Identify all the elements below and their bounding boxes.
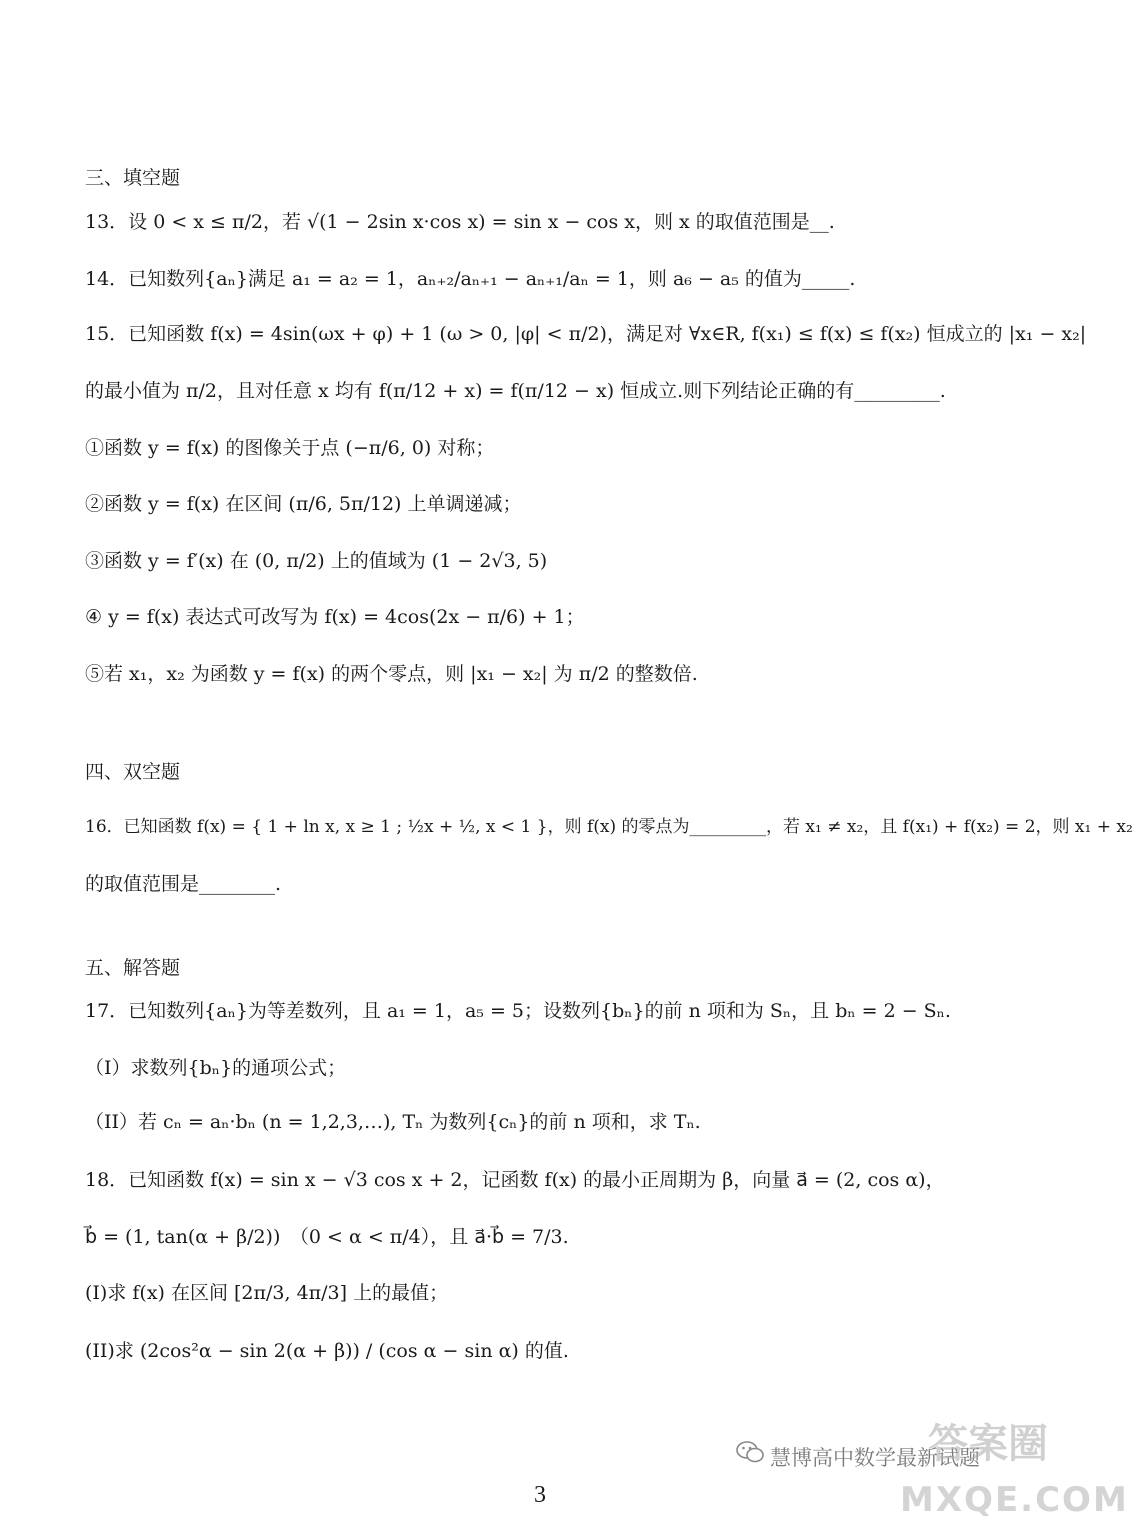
question-17-part-1: （I）求数列{bₙ}的通项公式； [85,1057,347,1079]
question-15-option-2: ②函数 y = f(x) 在区间 (π/6, 5π/12) 上单调递减； [85,493,522,515]
watermark-account: 慧博高中数学最新试题 [770,1446,980,1470]
question-17-part-2: （II）若 cₙ = aₙ·bₙ (n = 1,2,3,…), Tₙ 为数列{cₙ}的前 n 项和，求 Tₙ. [85,1111,701,1133]
page-number: 3 [534,1482,546,1508]
question-15-stem: 15．已知函数 f(x) = 4sin(ωx + φ) + 1 (ω > 0, |φ| < π/2)，满足对 ∀x∈R, f(x₁) ≤ f(x) ≤ f(x₂) 恒成立的 |x₁ − x₂| [85,323,1087,345]
question-16-cont: 的取值范围是________. [85,873,282,895]
question-15-option-5: ⑤若 x₁，x₂ 为函数 y = f(x) 的两个零点，则 |x₁ − x₂| 为 π/2 的整数倍. [85,663,698,685]
question-18-cont: b⃗ = (1, tan(α + β/2)) （0 < α < π/4），且 a⃗·b⃗ = 7/3. [85,1226,569,1248]
question-15-stem-cont: 的最小值为 π/2，且对任意 x 均有 f(π/12 + x) = f(π/12 − x) 恒成立.则下列结论正确的有_________. [85,380,946,402]
question-14: 14．已知数列{aₙ}满足 a₁ = a₂ = 1，aₙ₊₂/aₙ₊₁ − aₙ₊₁/aₙ = 1，则 a₆ − a₅ 的值为_____. [85,268,856,290]
question-13: 13．设 0 < x ≤ π/2，若 √(1 − 2sin x·cos x) = sin x − cos x，则 x 的取值范围是__. [85,211,835,233]
question-16: 16．已知函数 f(x) = { 1 + ln x, x ≥ 1 ; ½x + ½, x < 1 }，则 f(x) 的零点为_________，若 x₁ ≠ x₂，且 f(x₁) + f(x₂) = 2，则 x₁ + x₂ [85,817,1133,837]
section-fill-in: 三、填空题 [85,167,181,189]
watermark-site: MXQE.COM [900,1480,1129,1520]
question-18-part-2: (II)求 (2cos²α − sin 2(α + β)) / (cos α − sin α) 的值. [85,1340,569,1362]
section-double-blank: 四、双空题 [85,761,181,783]
watermark-logo: 答案圈 [928,1421,1048,1467]
question-18-part-1: (I)求 f(x) 在区间 [2π/3, 4π/3] 上的最值； [85,1282,449,1304]
question-18: 18．已知函数 f(x) = sin x − √3 cos x + 2，记函数 f(x) 的最小正周期为 β，向量 a⃗ = (2, cos α)， [85,1169,945,1191]
question-15-option-1: ①函数 y = f(x) 的图像关于点 (−π/6, 0) 对称； [85,437,495,459]
question-15-option-3: ③函数 y = f′(x) 在 (0, π/2) 上的值域为 (1 − 2√3, 5) [85,550,548,572]
section-solve: 五、解答题 [85,957,181,979]
wechat-icon [736,1440,764,1464]
question-15-option-4: ④ y = f(x) 表达式可改写为 f(x) = 4cos(2x − π/6) + 1； [85,606,585,628]
question-17: 17．已知数列{aₙ}为等差数列，且 a₁ = 1，a₅ = 5；设数列{bₙ}的前 n 项和为 Sₙ，且 bₙ = 2 − Sₙ. [85,1000,951,1022]
